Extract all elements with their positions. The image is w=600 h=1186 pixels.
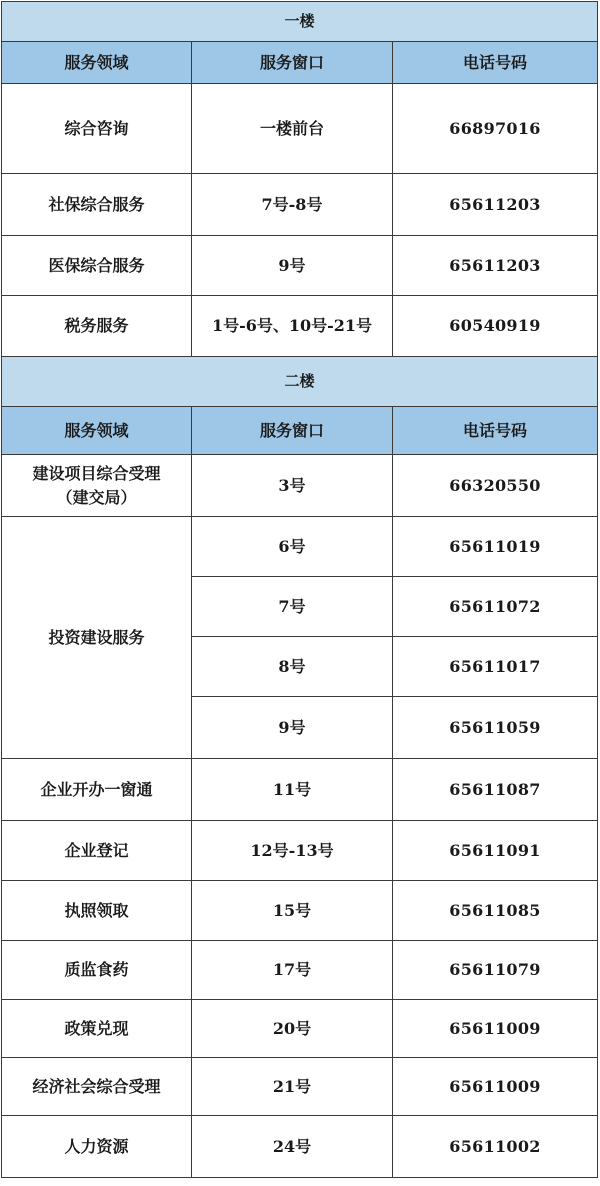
service-window: 7号 bbox=[192, 577, 393, 637]
service-area: 经济社会综合受理 bbox=[2, 1058, 192, 1116]
floor2-header-row bbox=[2, 407, 598, 455]
phone-number: 65611009 bbox=[393, 1000, 598, 1058]
phone-number: 65611203 bbox=[393, 174, 598, 236]
table-row bbox=[2, 1116, 598, 1178]
service-window: 1号-6号、10号-21号 bbox=[192, 296, 393, 357]
service-area: 建设项目综合受理 （建交局） bbox=[2, 455, 192, 517]
floor1-title-row bbox=[2, 2, 598, 42]
phone-number: 65611019 bbox=[393, 517, 598, 577]
header-service-window: 服务窗口 bbox=[192, 407, 393, 455]
phone-number: 65611079 bbox=[393, 941, 598, 1000]
phone-number: 65611059 bbox=[393, 697, 598, 759]
service-window: 6号 bbox=[192, 517, 393, 577]
table-row bbox=[2, 296, 598, 357]
table-row bbox=[2, 821, 598, 881]
service-window: 3号 bbox=[192, 455, 393, 517]
service-area: 社保综合服务 bbox=[2, 174, 192, 236]
service-window: 21号 bbox=[192, 1058, 393, 1116]
service-window: 17号 bbox=[192, 941, 393, 1000]
header-service-area: 服务领域 bbox=[2, 407, 192, 455]
service-area: 企业开办一窗通 bbox=[2, 759, 192, 821]
header-service-area: 服务领域 bbox=[2, 42, 192, 84]
header-service-window: 服务窗口 bbox=[192, 42, 393, 84]
header-phone: 电话号码 bbox=[393, 407, 598, 455]
service-window: 8号 bbox=[192, 637, 393, 697]
floor1-title: 一楼 bbox=[2, 2, 598, 42]
phone-number: 66897016 bbox=[393, 84, 598, 174]
phone-number: 65611085 bbox=[393, 881, 598, 941]
table-row bbox=[2, 881, 598, 941]
phone-number: 65611017 bbox=[393, 637, 598, 697]
phone-number: 65611087 bbox=[393, 759, 598, 821]
phone-number: 60540919 bbox=[393, 296, 598, 357]
phone-number: 65611009 bbox=[393, 1058, 598, 1116]
service-window: 一楼前台 bbox=[192, 84, 393, 174]
header-phone: 电话号码 bbox=[393, 42, 598, 84]
service-window: 12号-13号 bbox=[192, 821, 393, 881]
table-row bbox=[2, 174, 598, 236]
table-row bbox=[2, 759, 598, 821]
phone-number: 66320550 bbox=[393, 455, 598, 517]
service-area: 投资建设服务 bbox=[2, 517, 192, 759]
service-window: 11号 bbox=[192, 759, 393, 821]
service-area: 质监食药 bbox=[2, 941, 192, 1000]
service-area: 税务服务 bbox=[2, 296, 192, 357]
service-area: 综合咨询 bbox=[2, 84, 192, 174]
table-row bbox=[2, 1000, 598, 1058]
service-area: 医保综合服务 bbox=[2, 236, 192, 296]
service-window: 20号 bbox=[192, 1000, 393, 1058]
service-area: 执照领取 bbox=[2, 881, 192, 941]
phone-number: 65611203 bbox=[393, 236, 598, 296]
service-area: 企业登记 bbox=[2, 821, 192, 881]
service-directory-table bbox=[1, 1, 598, 1178]
floor2-title: 二楼 bbox=[2, 357, 598, 407]
service-window: 24号 bbox=[192, 1116, 393, 1178]
table-row bbox=[2, 1058, 598, 1116]
table-row bbox=[2, 236, 598, 296]
phone-number: 65611091 bbox=[393, 821, 598, 881]
phone-number: 65611072 bbox=[393, 577, 598, 637]
service-window: 9号 bbox=[192, 697, 393, 759]
floor2-title-row bbox=[2, 357, 598, 407]
service-window: 15号 bbox=[192, 881, 393, 941]
floor1-header-row bbox=[2, 42, 598, 84]
table-row bbox=[2, 84, 598, 174]
service-area: 人力资源 bbox=[2, 1116, 192, 1178]
table-row bbox=[2, 941, 598, 1000]
table-row bbox=[2, 455, 598, 517]
service-window: 9号 bbox=[192, 236, 393, 296]
phone-number: 65611002 bbox=[393, 1116, 598, 1178]
service-area: 政策兑现 bbox=[2, 1000, 192, 1058]
service-window: 7号-8号 bbox=[192, 174, 393, 236]
table-row bbox=[2, 517, 598, 577]
